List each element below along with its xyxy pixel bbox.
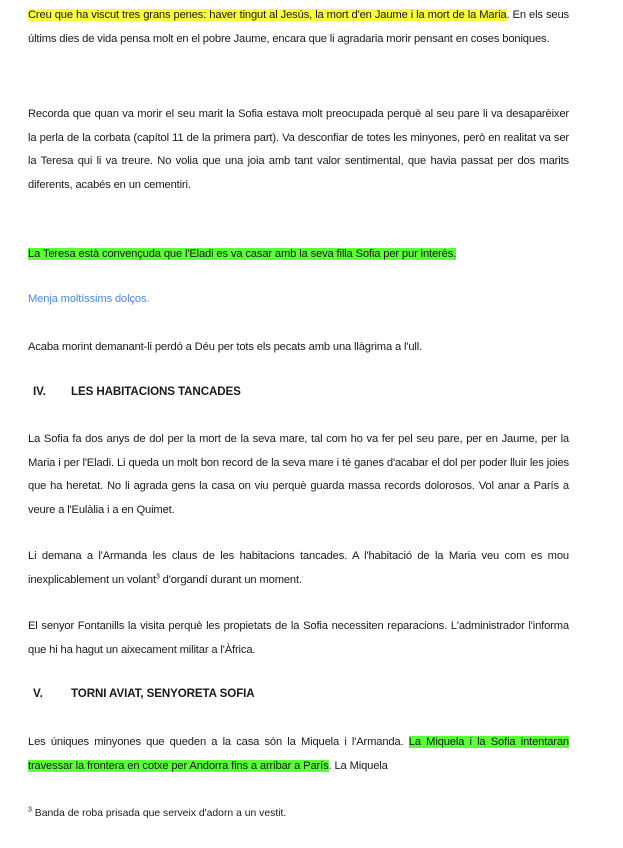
footnote-text: Banda de roba prisada que serveix d'adorn a un vestit.: [31, 808, 287, 819]
paragraph-4: Menja moltíssims dolços.: [28, 293, 150, 305]
paragraph-1: [28, 4, 569, 51]
paragraph-7-text-a: Li demana a l'Armanda les claus de les habitacions tancades. A l'habitació de la Maria veu com es mou inexplicablement un volant: [28, 550, 569, 586]
footnote-ref: 3: [155, 572, 160, 580]
paragraph-9-text-a: Les úniques minyones que queden a la casa són la Miquela i l'Armanda.: [28, 736, 409, 748]
highlight-green: La Miquela i la Sofia intentaran travessar la frontera en cotxe per Andorra fins a arribar a París: [28, 736, 569, 772]
section-heading-iv: [33, 385, 241, 398]
paragraph-3: [28, 243, 569, 267]
paragraph-2: Recorda que quan va morir el seu marit la Sofia estava molt preocupada perquè al seu pare li va desaparèixer la perla de la corbata (capítol 11 de la primera part). Va desconfiar de totes les minyones, però en realitat va ser la Teresa qui li va treure. No volia que una joia amb tant valor sentimental, que havia passat per dos marits diferents, acabés en un cementiri.: [28, 108, 569, 191]
paragraph-7-text-b: d'organdí durant un moment.: [159, 573, 302, 586]
paragraph-6: La Sofia fa dos anys de dol per la mort de la seva mare, tal com ho va fer pel seu pare, per en Jaume, per la Maria i per l'Eladi. Li queda un molt bon record de la seva mare i té ganes d'acabar el dol per poder lluir les joies que ha heretat. No li agrada gens la casa on viu perquè guarda massa records dolorosos. Vol anar a París a veure a l'Eulàlia i a en Quimet.: [28, 433, 569, 516]
footnote-number: 3: [28, 806, 32, 814]
highlight-green: La Teresa està convençuda que l'Eladi es va casar amb la seva filla Sofia per pur interès.: [28, 248, 457, 260]
paragraph-9: [28, 731, 569, 778]
paragraph-1-text: . En els seus últims dies de vida pensa molt en el pobre Jaume, encara que li agradaria morir pensant en coses boniques.: [28, 9, 569, 45]
section-title: LES HABITACIONS TANCADES: [71, 385, 241, 398]
paragraph-5: Acaba morint demanant-li perdó a Déu per tots els pecats amb una llàgrima a l'ull.: [28, 341, 423, 353]
paragraph-8: El senyor Fontanills la visita perquè les propietats de la Sofia necessiten reparacions. L'administrador l'informa que hi ha hagut un aixecament militar a l'Àfrica.: [28, 620, 569, 656]
paragraph-7: [28, 545, 569, 592]
paragraph-9-text-b: . La Miquela: [328, 759, 388, 772]
section-number: IV.: [33, 385, 46, 398]
footnote: [28, 808, 286, 819]
highlight-yellow: Creu que ha viscut tres grans penes: haver tingut al Jesús, la mort d'en Jaume i la mort de la Maria: [28, 9, 507, 21]
section-title: TORNI AVIAT, SENYORETA SOFIA: [71, 687, 255, 700]
section-number: V.: [33, 687, 43, 700]
section-heading-v: [33, 687, 255, 700]
